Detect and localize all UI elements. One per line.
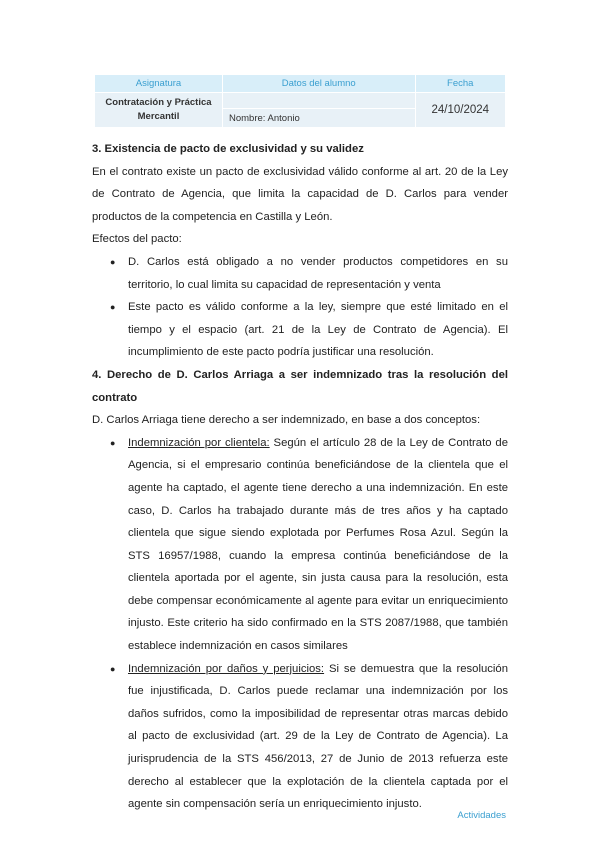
list-item-text: D. Carlos está obligado a no vender productos competidores en su territorio, lo cual limita su capacidad de representación y venta bbox=[128, 255, 508, 291]
list-item-title: Indemnización por clientela: bbox=[128, 436, 270, 449]
section4-intro: D. Carlos Arriaga tiene derecho a ser indemnizado, en base a dos conceptos: bbox=[92, 414, 481, 427]
list-item bbox=[92, 296, 508, 364]
list-item bbox=[92, 251, 508, 296]
header-table bbox=[94, 74, 506, 128]
bullet-icon: ● bbox=[110, 256, 116, 267]
header-col-student: Datos del alumno bbox=[222, 75, 415, 93]
document-body bbox=[92, 138, 508, 816]
header-col-subject: Asignatura bbox=[95, 75, 223, 93]
list-item-text: Este pacto es válido conforme a la ley, siempre que esté limitado en el tiempo y el espacio (art. 21 de la Ley de Contrato de Agencia). El incumplimiento de este pacto podría justificar una resolución. bbox=[128, 301, 508, 359]
subject-value: Contratación y Práctica Mercantil bbox=[95, 93, 223, 128]
section3-bullet-list bbox=[92, 251, 508, 364]
section4-heading: 4. Derecho de D. Carlos Arriaga a ser indemnizado tras la resolución del contrato bbox=[92, 368, 508, 404]
list-item-text: Según el artículo 28 de la Ley de Contrato de Agencia, si el empresario continúa beneficiándose de la clientela que el agente ha captado, el agente tiene derecho a una indemnización. En este caso, D. Carlos ha trabajado durante más de tres años y ha captado clientela que sigue siendo explotada por Perfumes Rosa Azul. Según la STS 16957/1988, cuando la empresa continúa beneficiándose de la clientela aportada por el agente, sin justa causa para la resolución, esta debe compensar económicamente al agente para evitar un enriquecimiento injusto. Este criterio ha sido confirmado en la STS 2087/1988, que también establece indemnización en casos similares bbox=[128, 436, 508, 653]
bullet-icon: ● bbox=[110, 302, 116, 313]
bullet-icon: ● bbox=[110, 663, 116, 674]
list-item-text: Si se demuestra que la resolución fue injustificada, D. Carlos puede reclamar una indemnización por los daños sufridos, como la imposibilidad de representar otras marcas debido al pacto de exclusividad (art. 29 de la Ley de Contrato de Agencia). La jurisprudencia de la STS 456/2013, 27 de Junio de 2013 refuerza este derecho al establecer que la explotación de la clientela captada por el agente sin compensación sería un enriquecimiento injusto. bbox=[128, 662, 508, 811]
section3-effects-label: Efectos del pacto: bbox=[92, 233, 182, 246]
section4-bullet-list bbox=[92, 432, 508, 816]
list-item-title: Indemnización por daños y perjuicios: bbox=[128, 662, 325, 675]
header-col-date: Fecha bbox=[415, 75, 506, 93]
student-name: Nombre: Antonio bbox=[222, 109, 415, 128]
section3-intro: En el contrato existe un pacto de exclusividad válido conforme al art. 20 de la Ley de Contrato de Agencia, que limita la capacidad de D. Carlos para vender productos de la competencia en Castilla y León. bbox=[92, 165, 508, 223]
section3-heading: 3. Existencia de pacto de exclusividad y su validez bbox=[92, 143, 364, 155]
bullet-icon: ● bbox=[110, 437, 116, 448]
list-item bbox=[92, 432, 508, 658]
date-value: 24/10/2024 bbox=[415, 93, 506, 128]
footer-label: Actividades bbox=[457, 810, 506, 821]
student-blank-cell bbox=[222, 93, 415, 109]
list-item bbox=[92, 658, 508, 816]
